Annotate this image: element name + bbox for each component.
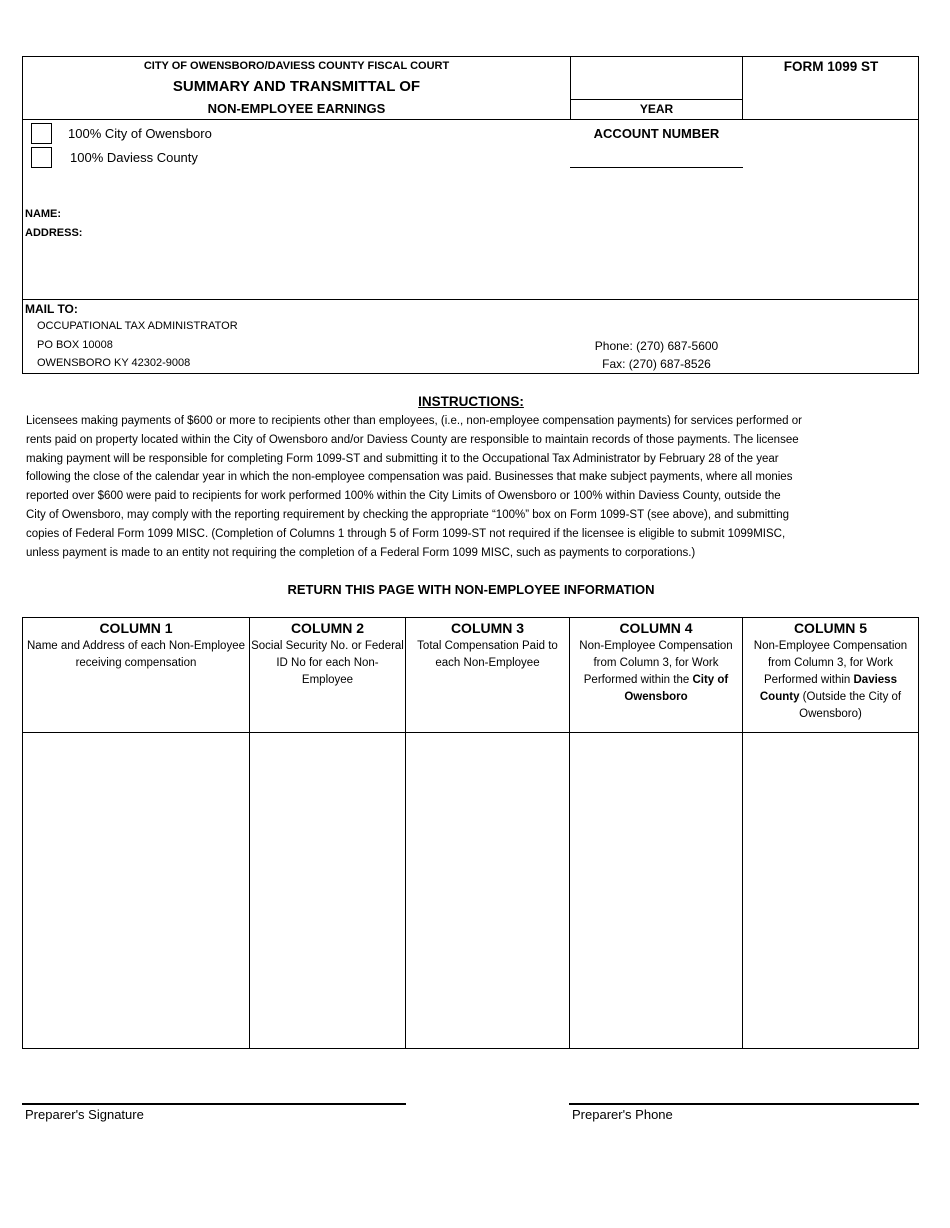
column-2-desc-line: Social Security No. or Federal [251,640,404,652]
column-5-desc-text: (Outside the City of [799,691,902,703]
table-border-top [22,617,919,618]
instructions-line: following the close of the calendar year in which the non-employee compensation was paid. Businesses that make subject payments, where all monies [26,471,793,484]
account-number-label: ACCOUNT NUMBER [593,126,720,141]
column-5-desc-line: Owensboro) [799,708,862,720]
header-border-bottom [22,119,919,120]
column-5-desc-line [743,672,918,689]
header-box-bottom [22,373,919,374]
mail-to-label: MAIL TO: [25,302,78,316]
column-4-desc-line [570,689,742,706]
instructions-line: unless payment is made to an entity not requiring the completion of a Federal Form 1099 MISC, such as payments to corporations.) [26,546,696,559]
column-3-entry-area[interactable] [406,733,569,1048]
phone-line[interactable] [569,1103,919,1105]
phone-number: Phone: (270) 687-5600 [594,339,719,353]
form-title-line2: NON-EMPLOYEE EARNINGS [207,101,386,116]
column-5-title: COLUMN 5 [793,620,868,636]
instructions-line: rents paid on property located within the City of Owensboro and/or Daviess County are responsible to maintain records of those payments. The licensee [26,433,799,446]
column-1-desc-line: receiving compensation [75,657,197,669]
instructions-line: making payment will be responsible for completing Form 1099-ST and submitting it to the Occupational Tax Administrator by February 28 of the year [26,452,779,465]
column-4-entry-area[interactable] [570,733,742,1048]
agency-name: CITY OF OWENSBORO/DAVIESS COUNTY FISCAL COURT [143,60,450,72]
daviess-county-label: 100% Daviess County [70,150,198,165]
column-5-desc-bold: Daviess [853,674,897,686]
account-number-field[interactable] [570,167,743,168]
instructions-line: City of Owensboro, may comply with the reporting requirement by checking the appropriate “100%” box on Form 1099-ST (see above), and submitting [26,508,789,521]
column-3-title: COLUMN 3 [450,620,525,636]
form-title-line1: SUMMARY AND TRANSMITTAL OF [172,78,421,95]
city-owensboro-label: 100% City of Owensboro [68,126,212,141]
daviess-county-checkbox[interactable] [31,147,52,168]
name-label: NAME: [25,208,62,220]
column-1-description [23,638,249,672]
header-border-top [22,56,919,57]
signature-line[interactable] [22,1103,406,1105]
mail-line-2: PO BOX 10008 [37,339,113,351]
column-3-description [406,638,569,672]
form-number: FORM 1099 ST [783,59,879,74]
column-2-description [250,638,405,689]
column-4-desc-line [570,672,742,689]
column-1-title: COLUMN 1 [99,620,173,636]
column-4-desc-line: from Column 3, for Work [593,657,719,669]
column-5-desc-line: from Column 3, for Work [767,657,894,669]
column-2-title: COLUMN 2 [290,620,365,636]
column-4-description [570,638,742,706]
address-label: ADDRESS: [25,227,83,239]
instructions-line: copies of Federal Form 1099 MISC. (Completion of Columns 1 through 5 of Form 1099-ST not required if the licensee is eligible to submit 1099MISC, [26,527,786,540]
column-5-description [743,638,918,723]
column-4-desc-text: Performed within the [583,674,693,686]
column-5-entry-area[interactable] [743,733,918,1048]
return-heading: RETURN THIS PAGE WITH NON-EMPLOYEE INFORMATION [287,582,655,597]
column-5-desc-text: Performed within [764,674,854,686]
mail-section-top [22,299,919,300]
instructions-line: reported over $600 were paid to recipients for work performed 100% within the City Limits of Owensboro or 100% within Daviess County, outside the [26,490,781,503]
column-2-desc-line: Employee [301,674,354,686]
table-border-right [918,617,919,1049]
column-3-desc-line: Total Compensation Paid to [417,640,558,652]
fax-number: Fax: (270) 687-8526 [602,357,711,371]
column-2-desc-line: ID No for each Non- [276,657,379,669]
column-2-entry-area[interactable] [250,733,405,1048]
column-4-desc-bold: City of [692,674,729,686]
mail-line-3: OWENSBORO KY 42302-9008 [37,357,191,369]
year-label: YEAR [639,102,674,116]
column-4-title: COLUMN 4 [619,620,693,636]
preparer-phone-label: Preparer's Phone [572,1107,673,1122]
year-top-line [570,99,743,100]
table-border-bottom [22,1048,919,1049]
column-3-desc-line: each Non-Employee [435,657,540,669]
column-5-desc-line [743,689,918,706]
column-5-desc-line: Non-Employee Compensation [753,640,908,652]
column-1-desc-line: Name and Address of each Non-Employee [27,640,245,652]
city-owensboro-checkbox[interactable] [31,123,52,144]
mail-line-1: OCCUPATIONAL TAX ADMINISTRATOR [37,320,238,332]
instructions-heading: INSTRUCTIONS: [418,394,524,409]
header-border-right [918,56,919,374]
column-1-entry-area[interactable] [23,733,249,1048]
column-4-desc-bold: Owensboro [624,691,688,703]
column-4-desc-line: Non-Employee Compensation [579,640,733,652]
instructions-text [26,412,836,562]
preparer-signature-label: Preparer's Signature [25,1107,144,1122]
column-5-desc-bold: County [759,691,800,703]
instructions-line: Licensees making payments of $600 or more to recipients other than employees, (i.e., non-employee compensation payments) for services performed or [26,415,802,427]
